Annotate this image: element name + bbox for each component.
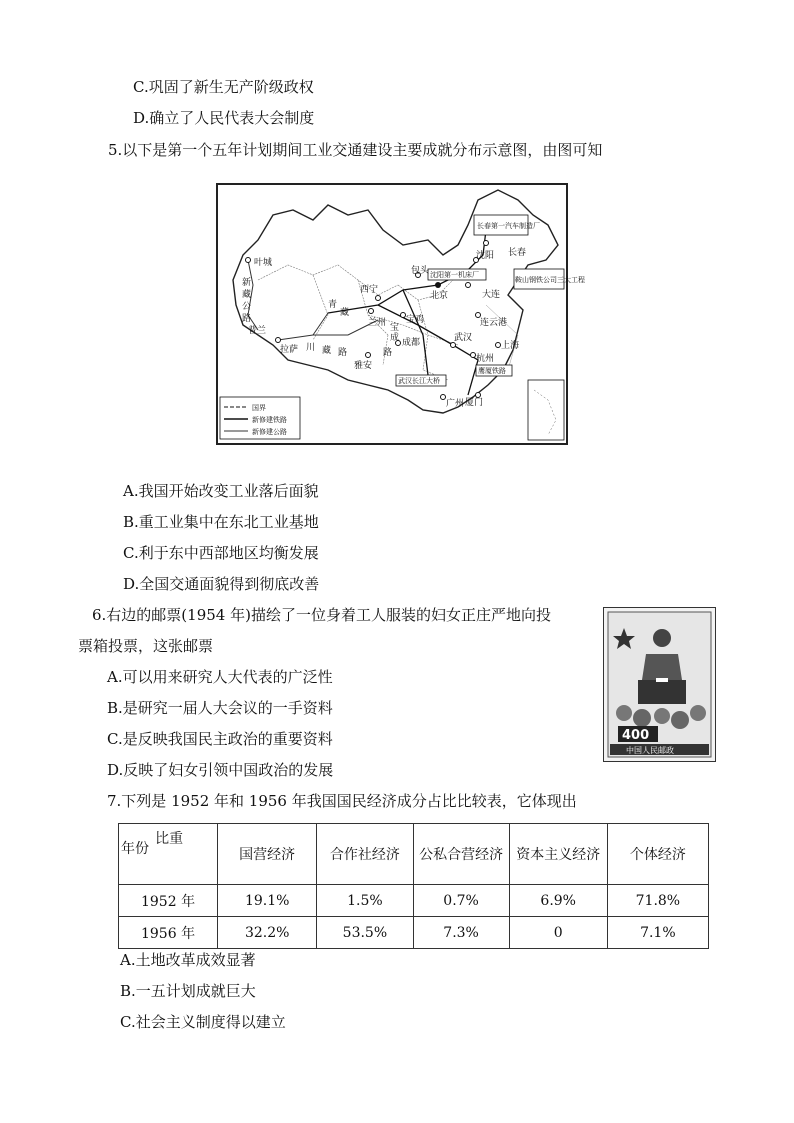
route-qing: 青 [328,300,338,310]
q4-option-c: C.巩固了新生无产阶级政权 [133,78,314,96]
city-xiamen: 厦门 [465,398,484,408]
col-state-economy: 国营经济 [218,824,317,885]
label-lu: 路 [242,314,252,324]
route-bao: 宝 [390,323,400,333]
table-header-row [119,824,709,885]
box-shenyang: 沈阳第一机床厂 [430,271,479,279]
q7-stem: 7.下列是 1952 年和 1956 年我国国民经济成分占比比较表，它体现出 [107,792,577,810]
legend-border: 国界 [252,404,266,412]
city-baotou: 包头 [411,266,430,276]
route-lu2: 路 [383,348,393,358]
col-joint-venture: 公私合营经济 [413,824,509,885]
south-sea-inset [528,380,564,440]
route-zang2: 藏 [322,346,332,356]
city-baoji: 宝鸡 [406,315,425,325]
map-legend [220,397,300,439]
cell-value: 19.1% [218,885,317,917]
q6-stem-line2: 票箱投票，这张邮票 [78,637,214,655]
q5-option-b: B.重工业集中在东北工业基地 [123,513,319,531]
col-individual: 个体经济 [607,824,708,885]
route-lu: 路 [338,348,348,358]
q5-option-c: C.利于东中西部地区均衡发展 [123,544,319,562]
row-year: 1952 年 [119,885,218,917]
city-xining: 西宁 [360,285,379,295]
cell-value: 53.5% [317,917,413,949]
box-anshan: 鞍山钢铁公司三大工程 [515,276,585,284]
legend-road: 新修建公路 [252,428,287,436]
route-chuan: 川 [306,343,316,353]
q7-option-c: C.社会主义制度得以建立 [120,1013,286,1031]
cell-value: 32.2% [218,917,317,949]
col-capitalist: 资本主义经济 [509,824,607,885]
q6-option-c: C.是反映我国民主政治的重要资料 [107,730,333,748]
city-wuhan: 武汉 [454,333,473,343]
label-xin: 新 [242,278,252,288]
q5-option-a: A.我国开始改变工业落后面貌 [123,482,319,500]
q6-option-b: B.是研究一届人大会议的一手资料 [107,699,333,717]
cell-value: 7.1% [607,917,708,949]
stamp-svg [604,608,715,761]
city-yecheng: 叶城 [254,258,273,268]
china-map-svg [218,185,585,443]
label-gong: 公 [242,302,252,312]
q5-option-d: D.全国交通面貌得到彻底改善 [123,575,320,593]
row-year: 1956 年 [119,917,218,949]
city-lianyungang: 连云港 [480,318,508,328]
legend-railway: 新修建铁路 [252,416,287,424]
city-shenyang: 沈阳 [476,251,495,261]
q7-option-a: A.土地改革成效显著 [120,951,256,969]
box-wuhan-bridge: 武汉长江大桥 [398,377,440,385]
city-beijing: 北京 [430,291,449,301]
city-changchun: 长春 [508,248,527,258]
q5-stem: 5.以下是第一个五年计划期间工业交通建设主要成就分布示意图，由图可知 [108,141,603,159]
header-ratio: 比重 [155,831,184,847]
table-corner-cell [119,824,218,885]
q6-stem-line1: 6.右边的邮票(1954 年)描绘了一位身着工人服装的妇女正庄严地向投 [92,606,551,624]
cell-value: 6.9% [509,885,607,917]
stamp-value: 400 [622,728,650,743]
route-cheng: 成 [390,333,400,343]
cell-value: 71.8% [607,885,708,917]
construction-map [216,183,585,445]
city-chengdu: 成都 [402,338,421,348]
q4-option-d: D.确立了人民代表大会制度 [133,109,315,127]
col-cooperative: 合作社经济 [317,824,413,885]
label-zang: 藏 [242,290,252,300]
label-pulan: 普兰 [248,326,267,336]
table-row [119,885,709,917]
box-yingxia: 鹰厦铁路 [478,367,506,375]
cell-value: 1.5% [317,885,413,917]
q6-option-a: A.可以用来研究人大代表的广泛性 [107,668,333,686]
city-lanzhou: 兰州 [368,318,387,328]
box-changchun: 长春第一汽车制造厂 [477,222,540,230]
economy-table [118,823,709,949]
stamp-caption: 中国人民邮政 [626,746,674,755]
city-yaan: 雅安 [354,361,373,371]
cell-value: 0.7% [413,885,509,917]
city-hangzhou: 杭州 [476,354,495,364]
header-year: 年份 [121,841,149,857]
q6-option-d: D.反映了妇女引领中国政治的发展 [107,761,334,779]
stamp-image [603,607,716,762]
city-shanghai: 上海 [501,341,520,351]
q7-option-b: B.一五计划成就巨大 [120,982,256,1000]
city-guangzhou: 广州 [446,399,465,409]
table-row [119,917,709,949]
city-lhasa: 拉萨 [280,345,299,355]
city-dalian: 大连 [482,290,501,300]
cell-value: 7.3% [413,917,509,949]
cell-value: 0 [509,917,607,949]
route-zang: 藏 [340,308,350,318]
